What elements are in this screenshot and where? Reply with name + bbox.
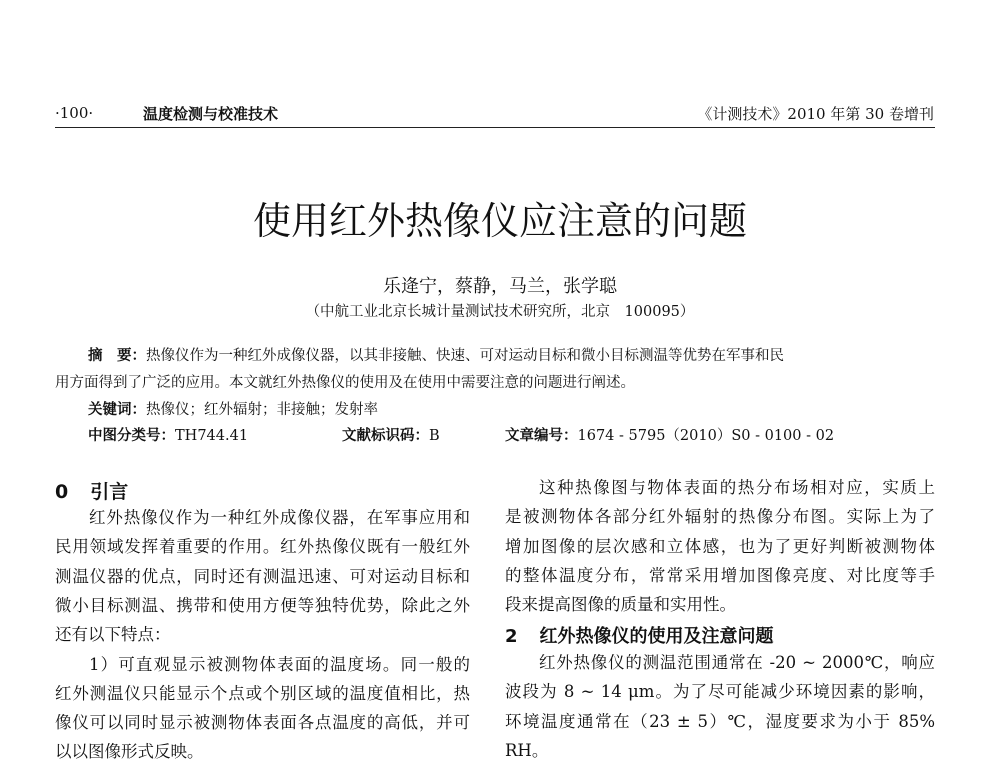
article-number: [505, 424, 834, 445]
text-line: 1）可直观显示被测物体表面的温度场。同一般的: [89, 654, 470, 674]
heading-text: 红外热像仪的使用及注意问题: [539, 626, 774, 647]
text-line: 的整体温度分布，常常采用增加图像亮度、对比度等手: [505, 565, 935, 585]
section-2-heading: [505, 622, 774, 648]
clc-label: 中图分类号：: [88, 428, 175, 444]
affiliation: （中航工业北京长城计量测试技术研究所，北京 100095）: [305, 304, 695, 320]
text-line: 红外热像仪作为一种红外成像仪器，在军事应用和: [89, 508, 470, 527]
doc-label: 文献标识码：: [342, 428, 429, 444]
paper-title: 使用红外热像仪应注意的问题: [252, 199, 747, 243]
article-value: 1674 - 5795（2010）S0 - 0100 - 02: [577, 428, 835, 444]
abstract-line-2: 用方面得到了广泛的应用。本文就红外热像仪的使用及在使用中需要注意的问题进行阐述。: [55, 375, 635, 391]
text-line: RH。: [505, 740, 549, 760]
keywords: [88, 398, 378, 419]
clc-value: TH744.41: [175, 428, 249, 444]
text-line: 红外热像仪的测温范围通常在 -20 ~ 2000℃，响应: [539, 653, 935, 672]
clc-number: [88, 424, 248, 445]
abstract-label: 摘 要：: [88, 348, 146, 364]
text-line: 这种热像图与物体表面的热分布场相对应，实质上: [539, 478, 935, 497]
page-number: ·100·: [55, 104, 94, 122]
text-line: 以以图像形式反映。: [55, 742, 204, 762]
journal-info: 《计测技术》2010 年第 30 卷增刊: [697, 105, 934, 123]
authors: 乐逄宁，蔡静，马兰，张学聪: [383, 276, 617, 297]
article-label: 文章编号：: [505, 428, 578, 444]
text-line: 环境温度通常在（23 ± 5）℃，湿度要求为小于 85%: [505, 711, 935, 731]
doc-value: B: [429, 428, 440, 444]
text-line: 还有以下特点：: [55, 625, 171, 645]
header-rule: [55, 127, 935, 128]
keywords-value: 热像仪；红外辐射；非接触；发射率: [146, 402, 378, 418]
heading-text: 引言: [90, 481, 129, 503]
keywords-label: 关键词：: [88, 402, 146, 418]
abstract-line-1: [88, 344, 933, 365]
text-line: 测温仪器的优点，同时还有测温迅速、可对运动目标和: [55, 566, 470, 586]
section-name: 温度检测与校准技术: [143, 105, 279, 123]
text-line: 民用领域发挥着重要的作用。红外热像仪既有一般红外: [55, 537, 470, 557]
text-line: 段来提高图像的质量和实用性。: [505, 595, 736, 615]
heading-number: 0: [55, 481, 69, 503]
text-line: 是被测物体各部分红外辐射的热像分布图。实际上为了: [505, 507, 935, 527]
document-code: [342, 424, 440, 445]
abstract-text: 热像仪作为一种红外成像仪器，以其非接触、快速、可对运动目标和微小目标测温等优势在军事和民: [146, 348, 784, 364]
heading-number: 2: [505, 626, 518, 647]
section-0-heading: [55, 477, 128, 504]
text-line: 波段为 8 ~ 14 μm。为了尽可能减少环境因素的影响，: [505, 682, 935, 702]
text-line: 微小目标测温、携带和使用方便等独特优势，除此之外: [55, 595, 470, 615]
text-line: 红外测温仪只能显示个点或个别区域的温度值相比，热: [55, 683, 470, 703]
text-line: 增加图像的层次感和立体感，也为了更好判断被测物体: [505, 536, 935, 556]
text-line: 像仪可以同时显示被测物体表面各点温度的高低，并可: [55, 713, 470, 733]
